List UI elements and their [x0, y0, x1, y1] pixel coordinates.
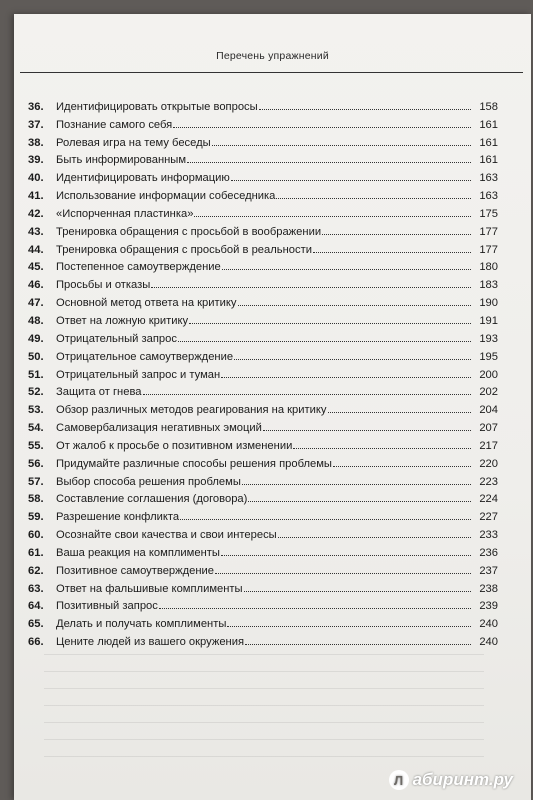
running-header: Перечень упражнений: [216, 50, 329, 62]
page-number: 161: [479, 154, 498, 167]
page-number: 217: [479, 439, 498, 452]
page-number: 175: [479, 207, 498, 220]
dot-leader: [333, 465, 471, 467]
toc-entry: [28, 363, 498, 381]
exercise-title: Обзор различных методов реагирования на критику: [56, 404, 327, 417]
page-number: 207: [479, 422, 498, 435]
toc-entry: [28, 166, 498, 184]
page-number: 240: [479, 618, 498, 631]
exercise-number: 52.: [28, 386, 44, 399]
exercise-number: 54.: [28, 422, 44, 435]
exercise-title: Защита от гнева: [56, 386, 142, 399]
dot-leader: [259, 108, 471, 110]
page-number: 183: [479, 279, 498, 292]
dot-leader: [180, 518, 471, 520]
dot-leader: [173, 126, 471, 128]
exercise-title: Ролевая игра на тему беседы: [56, 136, 211, 149]
toc-entry: [28, 202, 498, 220]
page-number: 204: [479, 404, 498, 417]
page-number: 177: [479, 225, 498, 238]
exercise-title: Ответ на ложную критику: [56, 314, 189, 327]
dot-leader: [178, 340, 471, 342]
exercise-number: 37.: [28, 118, 44, 131]
exercise-title: Идентифицировать открытые вопросы: [56, 100, 258, 113]
exercise-number: 51.: [28, 368, 44, 381]
toc-entry: [28, 595, 498, 613]
exercise-number: 55.: [28, 439, 44, 452]
book-page: [14, 14, 531, 800]
labirint-logo-icon: Л: [389, 770, 409, 790]
toc-entry: [28, 452, 498, 470]
dot-leader: [234, 358, 471, 360]
toc-entry: [28, 256, 498, 274]
dot-leader: [263, 429, 471, 431]
toc-entry: [28, 488, 498, 506]
exercise-number: 62.: [28, 564, 44, 577]
toc-entry: [28, 612, 498, 630]
toc-entry: [28, 541, 498, 559]
toc-entry: [28, 113, 498, 131]
toc-entry: [28, 220, 498, 238]
exercise-number: 60.: [28, 529, 44, 542]
page-number: 202: [479, 386, 498, 399]
exercise-title: Основной метод ответа на критику: [56, 297, 237, 310]
dot-leader: [221, 554, 471, 556]
exercise-title: Использование информации собеседника: [56, 190, 276, 203]
toc-entry: [28, 184, 498, 202]
exercise-title: Познание самого себя: [56, 118, 173, 131]
exercise-title: Отрицательный запрос: [56, 332, 177, 345]
dot-leader: [159, 607, 471, 609]
page-number: 163: [479, 190, 498, 203]
exercise-title: Отрицательный запрос и туман: [56, 368, 221, 381]
dot-leader: [151, 286, 471, 288]
page-number: 236: [479, 546, 498, 559]
exercise-number: 46.: [28, 279, 44, 292]
exercise-title: «Испорченная пластинка»: [56, 207, 194, 220]
exercise-number: 42.: [28, 207, 44, 220]
page-number: 224: [479, 493, 498, 506]
exercise-number: 63.: [28, 582, 44, 595]
exercise-title: Быть информированным: [56, 154, 187, 167]
watermark: [389, 770, 513, 790]
toc-entry: [28, 149, 498, 167]
toc-entry: [28, 559, 498, 577]
dot-leader: [194, 215, 471, 217]
dot-leader: [212, 144, 471, 146]
dot-leader: [215, 572, 471, 574]
exercise-number: 45.: [28, 261, 44, 274]
dot-leader: [278, 536, 471, 538]
page-number: 193: [479, 332, 498, 345]
page-number: 237: [479, 564, 498, 577]
toc-entry: [28, 345, 498, 363]
page-number: 163: [479, 172, 498, 185]
page-number: 190: [479, 297, 498, 310]
dot-leader: [227, 625, 471, 627]
exercise-number: 36.: [28, 100, 44, 113]
toc-entry: [28, 577, 498, 595]
exercise-number: 57.: [28, 475, 44, 488]
toc-entry: [28, 327, 498, 345]
page-number: 220: [479, 457, 498, 470]
page-number: 177: [479, 243, 498, 256]
exercise-number: 65.: [28, 618, 44, 631]
page-number: 227: [479, 511, 498, 524]
exercise-title: Делать и получать комплименты: [56, 618, 227, 631]
bleed-through-text: [44, 642, 484, 762]
exercise-number: 40.: [28, 172, 44, 185]
exercise-title: Цените людей из вашего окружения: [56, 636, 245, 649]
page-number: 240: [479, 636, 498, 649]
exercise-title: Позитивный запрос: [56, 600, 158, 613]
dot-leader: [293, 447, 471, 449]
exercise-number: 64.: [28, 600, 44, 613]
page-number: 200: [479, 368, 498, 381]
page-number: 233: [479, 529, 498, 542]
exercise-title: От жалоб к просьбе о позитивном изменении: [56, 439, 293, 452]
page-number: 161: [479, 118, 498, 131]
exercise-title: Составление соглашения (договора): [56, 493, 248, 506]
dot-leader: [221, 376, 471, 378]
page-number: 180: [479, 261, 498, 274]
watermark-text: абиринт.ру: [412, 770, 513, 789]
dot-leader: [143, 393, 472, 395]
page-number: 191: [479, 314, 498, 327]
exercise-title: Отрицательное самоутверждение: [56, 350, 234, 363]
toc-entry: [28, 273, 498, 291]
exercise-number: 53.: [28, 404, 44, 417]
toc-entry: [28, 434, 498, 452]
dot-leader: [238, 304, 471, 306]
toc-entry: [28, 131, 498, 149]
exercise-title: Идентифицировать информацию: [56, 172, 230, 185]
dot-leader: [313, 251, 471, 253]
exercise-number: 41.: [28, 190, 44, 203]
exercise-title: Самовербализация негативных эмоций: [56, 422, 262, 435]
toc-entry: [28, 309, 498, 327]
exercise-title: Тренировка обращения с просьбой в воображении: [56, 225, 322, 238]
exercise-title: Постепенное самоутверждение: [56, 261, 221, 274]
exercise-number: 61.: [28, 546, 44, 559]
page-number: 238: [479, 582, 498, 595]
page-number: 158: [479, 100, 498, 113]
exercise-list: [28, 95, 498, 648]
toc-entry: [28, 470, 498, 488]
dot-leader: [187, 161, 471, 163]
exercise-number: 56.: [28, 457, 44, 470]
exercise-number: 47.: [28, 297, 44, 310]
exercise-title: Выбор способа решения проблемы: [56, 475, 241, 488]
header-rule: [20, 72, 523, 73]
exercise-number: 43.: [28, 225, 44, 238]
dot-leader: [231, 179, 471, 181]
exercise-number: 39.: [28, 154, 44, 167]
toc-entry: [28, 398, 498, 416]
page-number: 161: [479, 136, 498, 149]
exercise-number: 50.: [28, 350, 44, 363]
exercise-title: Ответ на фальшивые комплименты: [56, 582, 243, 595]
toc-entry: [28, 523, 498, 541]
toc-entry: [28, 95, 498, 113]
toc-entry: [28, 505, 498, 523]
dot-leader: [328, 411, 471, 413]
exercise-title: Ваша реакция на комплименты: [56, 546, 220, 559]
dot-leader: [322, 233, 471, 235]
exercise-number: 44.: [28, 243, 44, 256]
page-number: 239: [479, 600, 498, 613]
exercise-number: 58.: [28, 493, 44, 506]
dot-leader: [276, 197, 471, 199]
exercise-number: 66.: [28, 636, 44, 649]
toc-entry: [28, 381, 498, 399]
exercise-title: Придумайте различные способы решения проблемы: [56, 457, 332, 470]
exercise-title: Позитивное самоутверждение: [56, 564, 215, 577]
exercise-title: Тренировка обращения с просьбой в реальности: [56, 243, 312, 256]
dot-leader: [189, 322, 471, 324]
exercise-number: 48.: [28, 314, 44, 327]
page-number: 195: [479, 350, 498, 363]
dot-leader: [248, 500, 471, 502]
exercise-title: Разрешение конфликта: [56, 511, 180, 524]
exercise-number: 38.: [28, 136, 44, 149]
toc-entry: [28, 291, 498, 309]
exercise-number: 59.: [28, 511, 44, 524]
exercise-title: Просьбы и отказы: [56, 279, 151, 292]
exercise-title: Осознайте свои качества и свои интересы: [56, 529, 277, 542]
dot-leader: [222, 268, 471, 270]
dot-leader: [244, 590, 471, 592]
page-number: 223: [479, 475, 498, 488]
exercise-number: 49.: [28, 332, 44, 345]
toc-entry: [28, 238, 498, 256]
toc-entry: [28, 416, 498, 434]
dot-leader: [242, 483, 471, 485]
